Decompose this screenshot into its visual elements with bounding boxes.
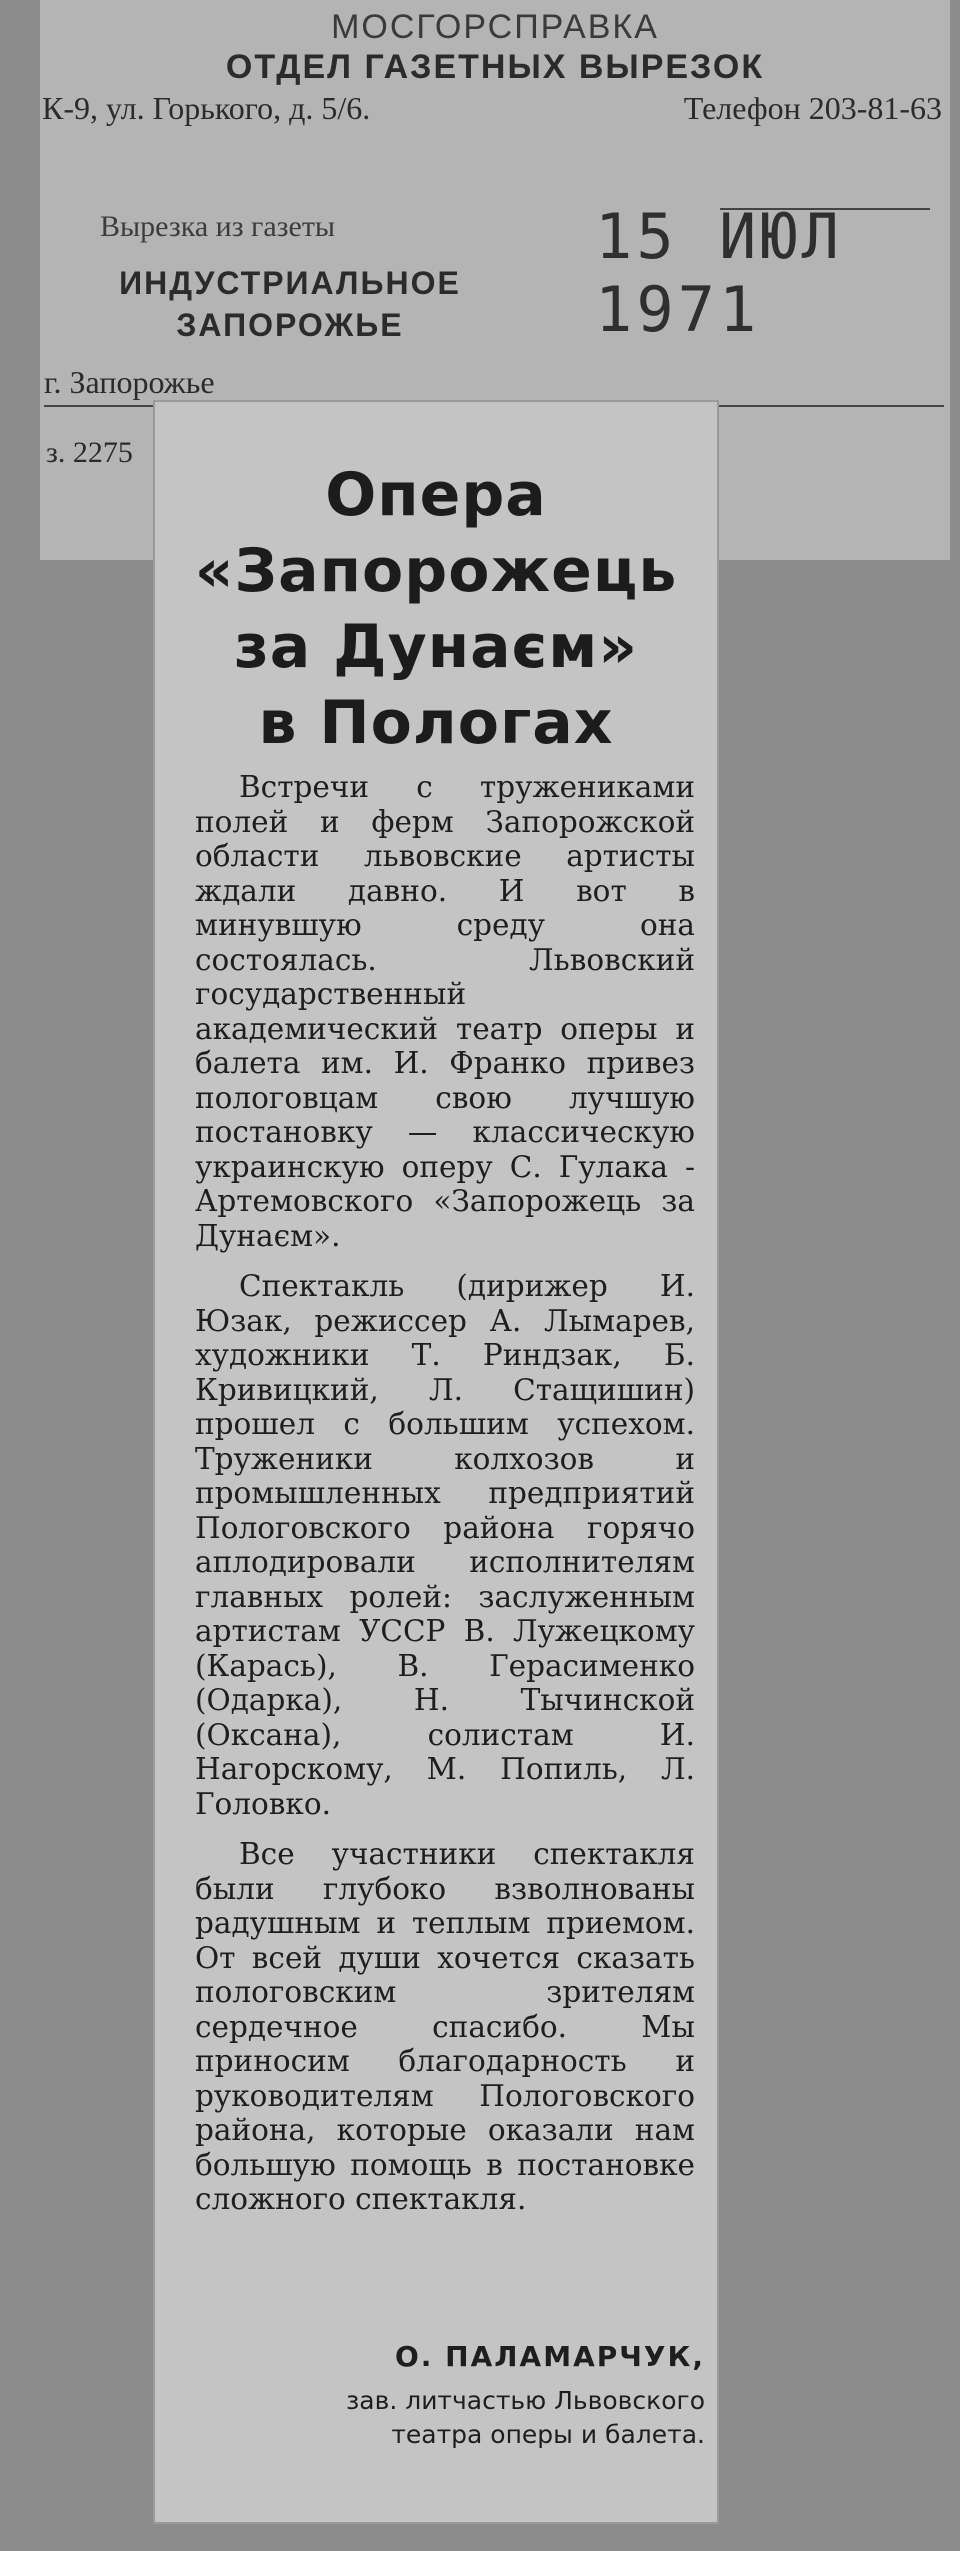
date-stamp: 15 ИЮЛ 1971 [595,200,843,346]
article-paragraph-1: Встречи с тружениками полей и ферм Запорожской области львовские артисты ждали давно. И вот в минувшую среду она состоялась. Львовский государственный академический театр оперы и балета им. И. Франко привез пологовцам свою лучшую постановку — классическую украинскую оперу С. Гулака - Артемовского «Запорожець за Дунаєм». [195,770,695,1253]
article-paragraph-3: Все участники спектакля были глубоко взволнованы радушным и теплым приемом. От всей души хочется сказать пологовским зрителям сердечное спасибо. Мы приносим благодарность и руководителям Пологовского района, которые оказали нам большую помощь в постановке сложного спектакля. [195,1837,695,2216]
department-name: ОТДЕЛ ГАЗЕТНЫХ ВЫРЕЗОК [225,48,765,86]
article-body [195,770,695,2233]
author-role-line-2: театра оперы и балета. [391,2420,705,2449]
cut-from-label: Вырезка из газеты [100,210,336,243]
author-role-line-1: зав. литчастью Львовского [345,2386,705,2415]
headline-line-3: за Дунаєм» [233,612,639,682]
agency-phone: Телефон 203-81-63 [683,90,942,126]
newspaper-name-line-1: ИНДУСТРИАЛЬНОЕ [119,265,461,301]
agency-name: МОСГОРСПРАВКА [331,8,659,46]
agency-address: К-9, ул. Горького, д. 5/6. [42,90,371,126]
author-signature-role [195,2384,705,2452]
headline-line-1: Опера [325,460,547,530]
headline-line-4: в Пологах [258,688,614,758]
order-number: з. 2275 [46,436,133,469]
article-headline [155,457,717,761]
newspaper-name [80,262,500,346]
newspaper-name-line-2: ЗАПОРОЖЬЕ [176,307,404,343]
article-paragraph-2: Спектакль (дирижер И. Юзак, режиссер А. Лымарев, художники Т. Риндзак, Б. Кривицкий, Л. Стащишин) прошел с большим успехом. Труженики колхозов и промышленных предприятий Пологовского района горячо аплодировали исполнителям главных ролей: заслуженным артистам УССР В. Лужецкому (Карась), В. Герасименко (Одарка), Н. Тычинской (Оксана), солистам И. Нагорскому, М. Попиль, Л. Головко. [195,1269,695,1821]
newspaper-city: г. Запорожье [44,364,215,400]
newspaper-clipping [155,402,717,2522]
headline-line-2: «Запорожець [194,536,678,606]
author-signature-name: О. ПАЛАМАРЧУК, [394,2340,705,2373]
